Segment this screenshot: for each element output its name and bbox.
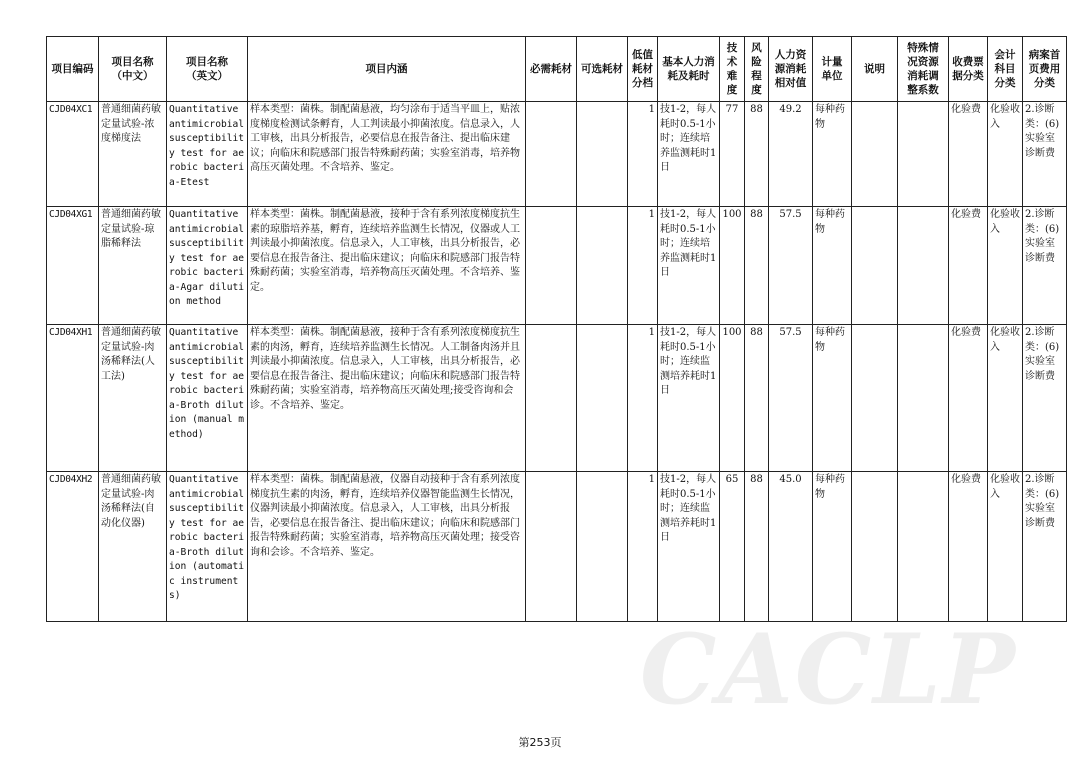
cell-content: 样本类型：菌株。制配菌悬液，接种于含有系列浓度梯度抗生素的肉汤，孵育，连续培养监测生长情况。人工制备肉汤并且判读最小抑菌浓度。信息录入，人工审核，出具分析报告，必要信息在报告备注、提出临床建议；向临床和院感部门报告特殊耐药菌；实验室消毒，培养物高压灭菌处理;接受咨询和会诊。不含培养、鉴定。 — [248, 325, 526, 472]
cell-record: 2.诊断类：(6)实验室诊断费 — [1023, 325, 1067, 472]
header-labor-time: 基本人力消 耗及耗时 — [658, 37, 720, 102]
cell-accounting: 化验收入 — [988, 102, 1023, 207]
header-row — [47, 37, 1067, 102]
cell-optional — [577, 207, 628, 325]
header-code: 项目编码 — [47, 37, 99, 102]
cell-risk: 88 — [745, 472, 769, 622]
cell-record: 2.诊断类：(6)实验室诊断费 — [1023, 102, 1067, 207]
table-row — [47, 325, 1067, 472]
page-number: 第253页 — [518, 736, 562, 749]
cell-code: CJD04XG1 — [47, 207, 99, 325]
cell-unit: 每种药物 — [813, 207, 852, 325]
cell-code: CJD04XH1 — [47, 325, 99, 472]
cell-name-cn: 普通细菌药敏定量试验-琼脂稀释法 — [99, 207, 167, 325]
cell-accounting: 化验收入 — [988, 325, 1023, 472]
header-labor-relative: 人力资 源消耗 相对值 — [769, 37, 813, 102]
cell-fee: 化验费 — [949, 207, 988, 325]
cell-difficulty: 65 — [720, 472, 745, 622]
cell-record: 2.诊断类：(6)实验室诊断费 — [1023, 472, 1067, 622]
header-accounting-category: 会计 科目 分类 — [988, 37, 1023, 102]
cell-coefficient — [898, 325, 949, 472]
cell-note — [852, 472, 898, 622]
cell-coefficient — [898, 472, 949, 622]
cell-optional — [577, 325, 628, 472]
cell-relative: 49.2 — [769, 102, 813, 207]
cell-relative: 45.0 — [769, 472, 813, 622]
header-required-consumables: 必需耗材 — [526, 37, 577, 102]
cell-name-en: Quantitative antimicrobial susceptibility test for aerobic bacteria-Broth dilution (manual method) — [167, 325, 248, 472]
cell-name-en: Quantitative antimicrobial susceptibility test for aerobic bacteria-Broth dilution (automatic instruments) — [167, 472, 248, 622]
cell-note — [852, 325, 898, 472]
header-unit: 计量 单位 — [813, 37, 852, 102]
cell-unit: 每种药物 — [813, 325, 852, 472]
cell-content: 样本类型：菌株。制配菌悬液，均匀涂布于适当平皿上，贴浓度梯度检测试条孵育，人工判读最小抑菌浓度。信息录入，人工审核，出具分析报告，必要信息在报告备注、提出临床建议；向临床和院感部门报告特殊耐药菌；实验室消毒，培养物高压灭菌处理。不含培养、鉴定。 — [248, 102, 526, 207]
header-fee-category: 收费票 据分类 — [949, 37, 988, 102]
cell-name-en: Quantitative antimicrobial susceptibility test for aerobic bacteria-Agar dilution method — [167, 207, 248, 325]
cell-optional — [577, 472, 628, 622]
header-risk-level: 风 险 程 度 — [745, 37, 769, 102]
watermark-logo: CACLP — [640, 613, 1017, 726]
cell-difficulty: 100 — [720, 325, 745, 472]
cell-labor: 技1-2，每人耗时0.5-1小时；连续培养监测耗时1日 — [658, 102, 720, 207]
cell-accounting: 化验收入 — [988, 207, 1023, 325]
header-name-cn: 项目名称 （中文） — [99, 37, 167, 102]
cell-name-cn: 普通细菌药敏定量试验-肉汤稀释法(自动化仪器) — [99, 472, 167, 622]
table-row — [47, 102, 1067, 207]
cell-fee: 化验费 — [949, 472, 988, 622]
cell-content: 样本类型：菌株。制配菌悬液，接种于含有系列浓度梯度抗生素的琼脂培养基，孵育，连续培养监测生长情况，仪器或人工判读最小抑菌浓度。信息录入，人工审核，出具分析报告，必要信息在报告备注、提出临床建议；向临床和院感部门报告特殊耐药菌；实验室消毒，培养物高压灭菌处理。不含培养、鉴定。 — [248, 207, 526, 325]
cell-required — [526, 325, 577, 472]
cell-required — [526, 472, 577, 622]
header-tech-difficulty: 技 术 难 度 — [720, 37, 745, 102]
cell-unit: 每种药物 — [813, 472, 852, 622]
cell-name-en: Quantitative antimicrobial susceptibility test for aerobic bacteria-Etest — [167, 102, 248, 207]
cell-content: 样本类型：菌株。制配菌悬液，仪器自动接种于含有系列浓度梯度抗生素的肉汤，孵育，连续培养仪器智能监测生长情况，仪器判读最小抑菌浓度。信息录入，人工审核，出具分析报告，必要信息在报告备注、提出临床建议；向临床和院感部门报告特殊耐药菌；实验室消毒，培养物高压灭菌处理；接受咨询和会诊。不含培养、鉴定。 — [248, 472, 526, 622]
cell-required — [526, 102, 577, 207]
cell-name-cn: 普通细菌药敏定量试验-肉汤稀释法(人工法) — [99, 325, 167, 472]
cell-grading: 1 — [628, 472, 658, 622]
cell-fee: 化验费 — [949, 102, 988, 207]
cell-coefficient — [898, 207, 949, 325]
cell-difficulty: 77 — [720, 102, 745, 207]
cell-relative: 57.5 — [769, 207, 813, 325]
cell-optional — [577, 102, 628, 207]
cell-labor: 技1-2，每人耗时0.5-1小时；连续监测培养耗时1日 — [658, 472, 720, 622]
table-row — [47, 472, 1067, 622]
cell-required — [526, 207, 577, 325]
cell-accounting: 化验收入 — [988, 472, 1023, 622]
cell-fee: 化验费 — [949, 325, 988, 472]
cell-note — [852, 207, 898, 325]
header-name-en: 项目名称 （英文） — [167, 37, 248, 102]
cell-risk: 88 — [745, 207, 769, 325]
header-note: 说明 — [852, 37, 898, 102]
cell-name-cn: 普通细菌药敏定量试验-浓度梯度法 — [99, 102, 167, 207]
cell-difficulty: 100 — [720, 207, 745, 325]
fee-items-table — [46, 36, 1067, 622]
header-medical-record-category: 病案首 页费用 分类 — [1023, 37, 1067, 102]
cell-code: CJD04XH2 — [47, 472, 99, 622]
cell-risk: 88 — [745, 325, 769, 472]
cell-coefficient — [898, 102, 949, 207]
header-optional-consumables: 可选耗材 — [577, 37, 628, 102]
cell-grading: 1 — [628, 325, 658, 472]
table-row — [47, 207, 1067, 325]
cell-unit: 每种药物 — [813, 102, 852, 207]
cell-labor: 技1-2，每人耗时0.5-1小时；连续培养监测耗时1日 — [658, 207, 720, 325]
header-low-value-grading: 低值 耗材 分档 — [628, 37, 658, 102]
header-content: 项目内涵 — [248, 37, 526, 102]
header-special-coefficient: 特殊情 况资源 消耗调 整系数 — [898, 37, 949, 102]
cell-relative: 57.5 — [769, 325, 813, 472]
cell-risk: 88 — [745, 102, 769, 207]
cell-code: CJD04XC1 — [47, 102, 99, 207]
cell-grading: 1 — [628, 102, 658, 207]
cell-grading: 1 — [628, 207, 658, 325]
cell-note — [852, 102, 898, 207]
cell-record: 2.诊断类：(6)实验室诊断费 — [1023, 207, 1067, 325]
cell-labor: 技1-2，每人耗时0.5-1小时；连续监测培养耗时1日 — [658, 325, 720, 472]
